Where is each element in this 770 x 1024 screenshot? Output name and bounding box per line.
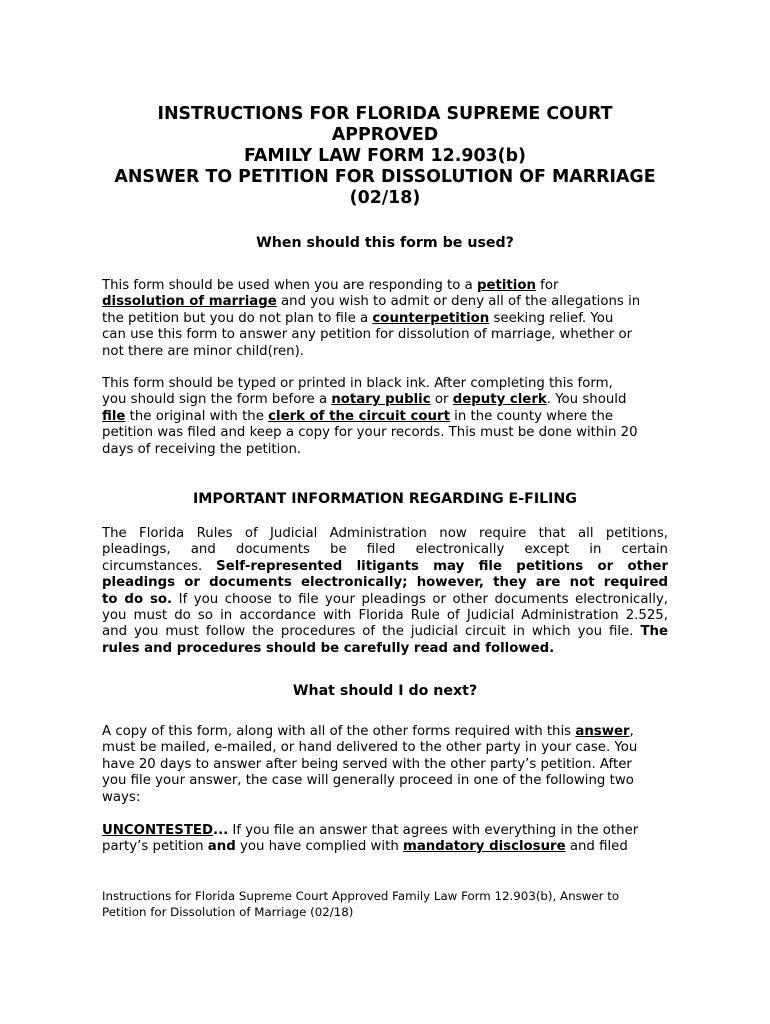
text-run: party’s petition xyxy=(102,839,208,855)
bold-run: ... xyxy=(213,823,229,838)
next-paragraph-2 xyxy=(102,823,668,856)
text-line: ways: xyxy=(102,789,141,805)
text-run: seeking relief. You xyxy=(489,310,614,326)
when-paragraph-2 xyxy=(102,376,668,458)
footer-line-1: Instructions for Florida Supreme Court Approved Family Law Form 12.903(b), Answer to xyxy=(102,889,620,903)
text-run: If you file an answer that agrees with everything in the other xyxy=(228,823,639,838)
term-deputy-clerk: deputy clerk xyxy=(452,392,547,408)
term-clerk-of-circuit-court: clerk of the circuit court xyxy=(268,408,450,424)
text-line: can use this form to answer any petition for dissolution of marriage, whether or xyxy=(102,327,633,343)
text-line: This form should be typed or printed in black ink. After completing this form, xyxy=(102,376,613,391)
efiling-paragraph xyxy=(102,526,668,657)
text-run: and filed xyxy=(565,839,628,855)
text-line: you file your answer, the case will generally proceed in one of the following two xyxy=(102,773,634,789)
text-run: you should sign the form before a xyxy=(102,392,332,408)
title-line-1: INSTRUCTIONS FOR FLORIDA SUPREME COURT xyxy=(157,104,613,124)
text-run: and you wish to admit or deny all of the allegations in xyxy=(276,294,641,310)
bold-run: and xyxy=(207,839,236,855)
term-notary-public: notary public xyxy=(331,392,431,408)
text-line: petition was filed and keep a copy for your records. This must be done within 20 xyxy=(102,425,638,441)
text-line: have 20 days to answer after being served with the other party’s petition. After xyxy=(102,756,632,772)
term-petition: petition xyxy=(476,278,536,293)
text-run: . You should xyxy=(546,392,627,408)
text-run: in the county where the xyxy=(449,408,614,424)
next-paragraph-1 xyxy=(102,724,668,806)
text-line: you must do so in accordance with Florida Rule of Judicial Administration 2.525, xyxy=(102,607,668,623)
bold-run: rules and procedures should be carefully read and followed. xyxy=(102,640,555,656)
text-line: not there are minor child(ren). xyxy=(102,343,304,359)
term-answer: answer xyxy=(575,724,630,739)
text-run: and you must follow the procedures of the judicial circuit in which you file. xyxy=(102,624,641,640)
text-run: , xyxy=(629,724,634,739)
document-title xyxy=(60,104,710,209)
text-run: circumstances. xyxy=(102,558,217,574)
bold-run: to do so. xyxy=(102,591,173,607)
text-run: If you choose to file your pleadings or other documents electronically, xyxy=(172,591,668,607)
footer-line-2: Petition for Dissolution of Marriage (02/18) xyxy=(102,905,354,920)
bold-run: The xyxy=(640,624,668,640)
page-footer xyxy=(102,888,702,921)
title-line-4: ANSWER TO PETITION FOR DISSOLUTION OF MARRIAGE xyxy=(114,167,656,187)
text-line: must be mailed, e-mailed, or hand delivered to the other party in your case. You xyxy=(102,740,638,756)
next-heading: What should I do next? xyxy=(292,683,478,699)
bold-run: Self-represented litigants may file petitions or other xyxy=(216,558,669,574)
text-run: or xyxy=(430,392,453,408)
when-paragraph-1 xyxy=(102,278,668,360)
text-run: the petition but you do not plan to file a xyxy=(102,310,373,326)
text-run: for xyxy=(535,278,559,293)
text-run: This form should be used when you are responding to a xyxy=(102,278,477,293)
term-dissolution-of-marriage: dissolution of marriage xyxy=(102,294,277,310)
efiling-heading: IMPORTANT INFORMATION REGARDING E-FILING xyxy=(193,491,577,507)
text-line: pleadings, and documents be filed electronically except in certain xyxy=(102,542,668,558)
text-line: days of receiving the petition. xyxy=(102,441,302,457)
term-mandatory-disclosure: mandatory disclosure xyxy=(402,839,566,855)
term-counterpetition: counterpetition xyxy=(372,310,490,326)
term-uncontested: UNCONTESTED xyxy=(102,823,214,838)
bold-run: pleadings or documents electronically; however, they are not required xyxy=(102,575,668,591)
title-line-2: APPROVED xyxy=(331,125,439,145)
when-heading: When should this form be used? xyxy=(256,235,514,251)
term-file: file xyxy=(102,408,126,424)
text-run: A copy of this form, along with all of the other forms required with this xyxy=(102,724,576,739)
text-run: the original with the xyxy=(125,408,269,424)
title-line-5: (02/18) xyxy=(349,188,421,208)
text-run: you have complied with xyxy=(235,839,403,855)
title-line-3: FAMILY LAW FORM 12.903(b) xyxy=(243,146,526,166)
text-line: The Florida Rules of Judicial Administration now require that all petitions, xyxy=(102,526,668,541)
